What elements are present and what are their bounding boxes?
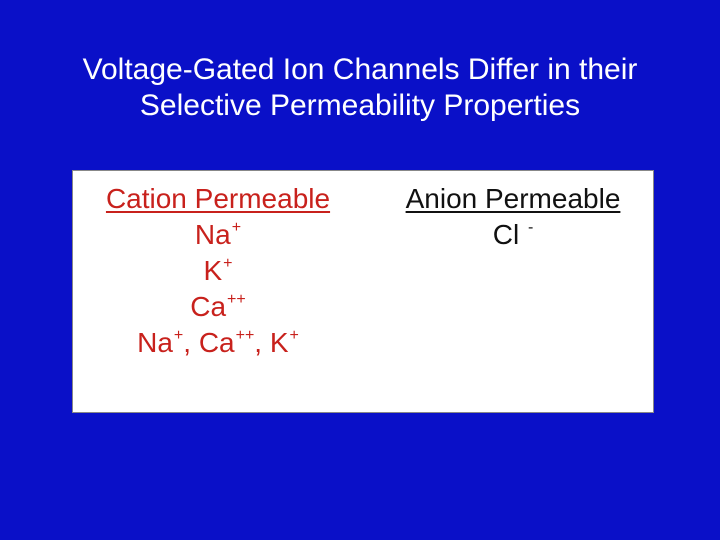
slide-title-line-2: Selective Permeability Properties xyxy=(139,89,581,122)
cation-item xyxy=(83,253,353,289)
ion-symbol: K xyxy=(269,327,289,358)
cation-item xyxy=(83,289,353,325)
ion-symbol: Na xyxy=(137,327,173,358)
ion-charge: ++ xyxy=(227,291,246,308)
cation-item xyxy=(83,217,353,253)
ion-charge: + xyxy=(173,327,184,344)
permeability-table-panel xyxy=(72,170,654,413)
ion-symbol: Ca xyxy=(190,291,227,322)
ion-charge: ++ xyxy=(235,327,255,344)
slide-title-line-1: Voltage-Gated Ion Channels Differ in their xyxy=(82,53,638,86)
ion-symbol: Ca xyxy=(198,327,235,358)
anion-heading: Anion Permeable xyxy=(405,183,621,214)
ion-separator: , xyxy=(183,327,199,358)
ion-symbol: K xyxy=(203,255,223,286)
anion-column xyxy=(383,181,643,253)
cation-item xyxy=(83,325,353,361)
ion-separator: , xyxy=(254,327,270,358)
cation-heading: Cation Permeable xyxy=(105,183,331,214)
ion-charge: + xyxy=(289,327,299,344)
ion-symbol: Cl xyxy=(492,219,527,250)
cation-column xyxy=(83,181,353,361)
cation-list xyxy=(83,217,353,361)
anion-list xyxy=(383,217,643,253)
anion-item xyxy=(383,217,643,253)
ion-charge: - xyxy=(527,219,534,236)
ion-charge: + xyxy=(231,219,242,236)
slide-title xyxy=(0,52,720,124)
ion-charge: + xyxy=(223,255,233,272)
ion-symbol: Na xyxy=(194,219,231,250)
